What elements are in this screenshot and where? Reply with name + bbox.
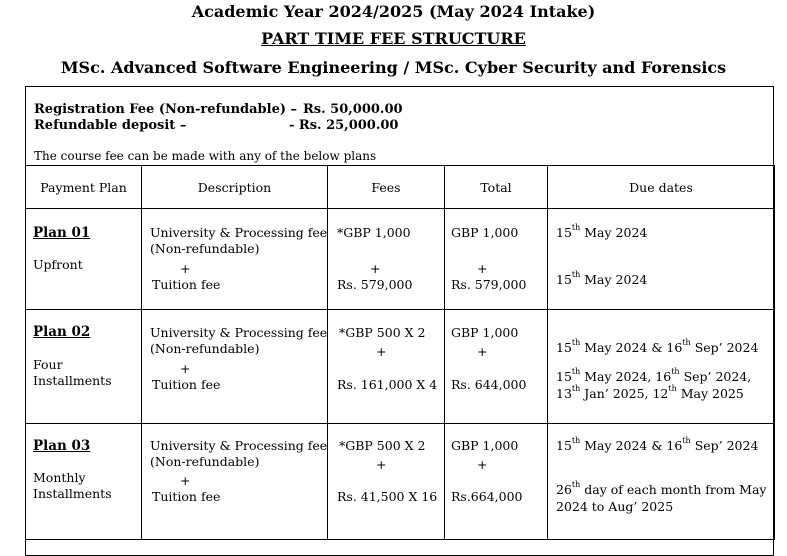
fee-value: Rs. 161,000 X 4: [337, 377, 438, 392]
plus-sign: +: [370, 261, 381, 276]
plan-type: Upfront: [33, 257, 83, 272]
registration-fee-value: Rs. 50,000.00: [303, 102, 403, 117]
header-due-dates: Due dates: [548, 166, 775, 209]
table-row: [26, 310, 775, 424]
table-header-row: [26, 166, 775, 209]
description-line: (Non-refundable): [150, 341, 260, 356]
plus-sign: +: [376, 344, 387, 359]
total-value: Rs. 644,000: [451, 377, 527, 392]
total-value: GBP 1,000: [451, 325, 519, 340]
description-line: (Non-refundable): [150, 454, 260, 469]
header-fees: Fees: [328, 166, 445, 209]
fee-value: Rs. 41,500 X 16: [337, 489, 438, 504]
description-line: Tuition fee: [152, 489, 221, 504]
fee-value: *GBP 500 X 2: [339, 438, 426, 453]
due-date: 15th May 2024: [556, 270, 648, 287]
total-value: Rs.664,000: [451, 489, 523, 504]
plus-sign: +: [376, 457, 387, 472]
description-line: Tuition fee: [152, 377, 221, 392]
registration-fee-row: [34, 102, 403, 117]
due-date: 15th May 2024: [556, 223, 648, 240]
plus-sign: +: [477, 344, 488, 359]
fee-value: *GBP 1,000: [337, 225, 411, 240]
table-row: [26, 424, 775, 540]
fee-structure-title: PART TIME FEE STRUCTURE: [261, 29, 526, 48]
description-line: University & Processing fee: [150, 325, 328, 340]
description-line: Tuition fee: [152, 277, 221, 292]
due-date: 15th May 2024, 16th Sep’ 2024,: [556, 367, 752, 384]
plan-type: Four: [33, 357, 63, 372]
plans-note: The course fee can be made with any of the below plans: [34, 149, 377, 163]
plan-type: Installments: [33, 373, 112, 388]
due-date: 15th May 2024 & 16th Sep’ 2024: [556, 338, 759, 355]
refundable-deposit-value: - Rs. 25,000.00: [289, 118, 399, 133]
total-value: GBP 1,000: [451, 438, 519, 453]
plus-sign: +: [180, 261, 191, 276]
refundable-deposit-row: [34, 118, 399, 133]
plan-name: Plan 03: [33, 438, 91, 454]
plus-sign: +: [180, 473, 191, 488]
academic-year-title: Academic Year 2024/2025 (May 2024 Intake): [191, 2, 596, 21]
due-date: 13th Jan’ 2025, 12th May 2025: [556, 384, 744, 401]
plan-type: Installments: [33, 486, 112, 501]
payment-plans-table: [25, 165, 775, 540]
total-value: Rs. 579,000: [451, 277, 527, 292]
plus-sign: +: [477, 457, 488, 472]
description-line: University & Processing fee: [150, 225, 328, 240]
due-date: 15th May 2024 & 16th Sep’ 2024: [556, 436, 759, 453]
plan-type: Monthly: [33, 470, 86, 485]
program-title: MSc. Advanced Software Engineering / MSc. Cyber Security and Forensics: [60, 58, 727, 77]
header-total: Total: [445, 166, 548, 209]
plus-sign: +: [477, 261, 488, 276]
due-date: 26th day of each month from May: [556, 480, 767, 497]
plan-name: Plan 01: [33, 225, 91, 241]
description-line: (Non-refundable): [150, 241, 260, 256]
plus-sign: +: [180, 361, 191, 376]
registration-fee-label: Registration Fee (Non-refundable) –: [34, 102, 298, 117]
due-date: 2024 to Aug’ 2025: [556, 499, 674, 514]
header-description: Description: [142, 166, 328, 209]
fee-value: *GBP 500 X 2: [339, 325, 426, 340]
total-value: GBP 1,000: [451, 225, 519, 240]
fee-value: Rs. 579,000: [337, 277, 413, 292]
table-row: [26, 209, 775, 310]
refundable-deposit-label: Refundable deposit –: [34, 118, 187, 133]
plan-name: Plan 02: [33, 324, 91, 340]
description-line: University & Processing fee: [150, 438, 328, 453]
header-payment-plan: Payment Plan: [26, 166, 142, 209]
